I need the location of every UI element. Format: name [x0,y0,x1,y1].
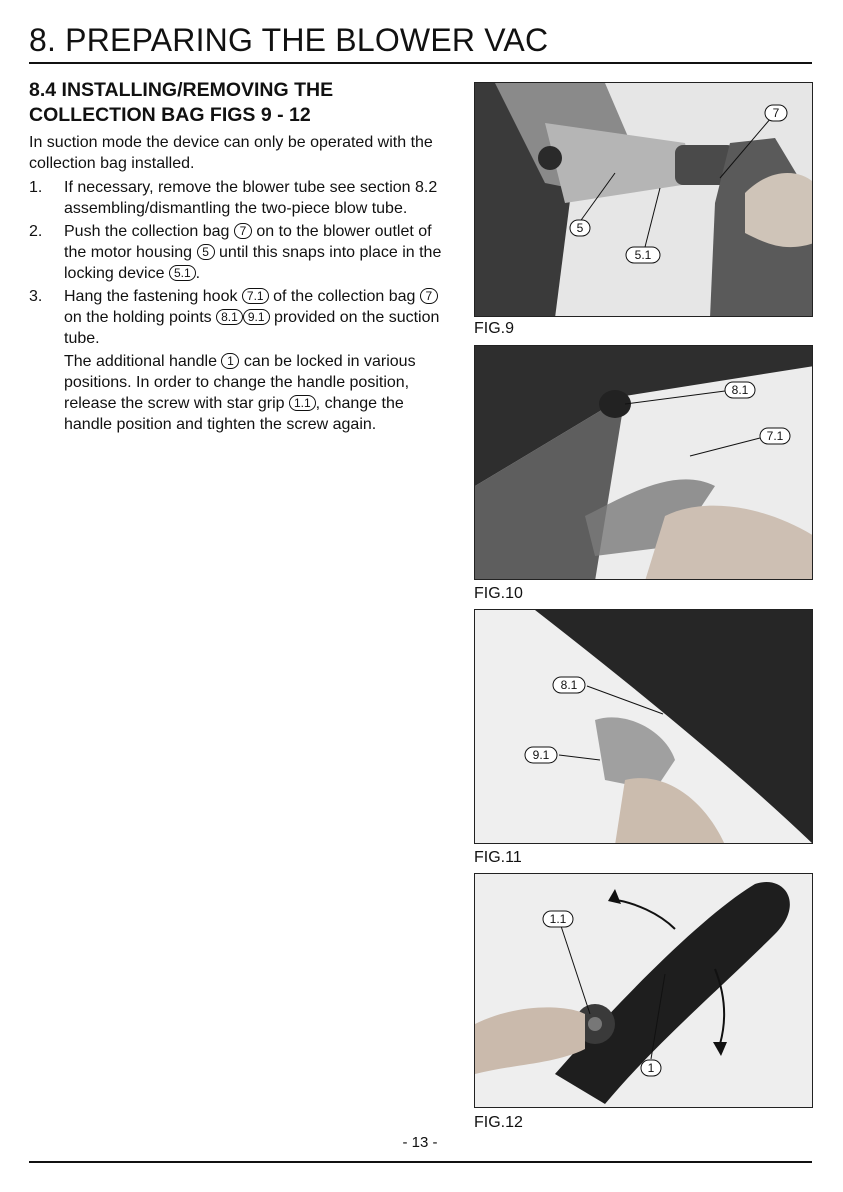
step-number: 2. [29,223,43,240]
part-ref-badge: 7 [234,223,252,239]
footer-divider [29,1161,812,1163]
figure-10-callout-8-1: 8.1 [731,383,749,397]
step-text-part: on the holding points [64,309,212,326]
figure-10-caption: FIG.10 [474,585,523,602]
figure-12-callout-1-1: 1.1 [549,912,567,926]
step-text-part: until this snaps into place in the locking device [64,244,442,282]
figure-12-callout-1: 1 [647,1061,655,1075]
part-ref-badge: 9.1 [243,309,270,325]
figure-11-callout-9-1: 9.1 [532,748,550,762]
page-title: 8. PREPARING THE BLOWER VAC [29,22,549,58]
part-ref-badge: 1 [221,353,239,369]
step-text-part: . [195,265,201,282]
step-text [64,286,449,349]
step-text: If necessary, remove the blower tube see section 8.2 assembling/dismantling the two-piece blow tube. [64,179,438,217]
step-text [64,221,449,284]
handle-note [29,351,449,435]
section-heading-line1: 8.4 INSTALLING/REMOVING THE [29,79,334,101]
section-heading-line2: COLLECTION BAG FIGS 9 - 12 [29,104,311,126]
figure-10-image [474,345,813,580]
figure-11-callout-8-1: 8.1 [560,678,578,692]
figure-9-image [474,82,813,317]
step-text-part: of the collection bag [273,288,416,305]
step-1 [29,177,449,219]
step-text-part: provided on the suction tube. [64,309,440,347]
figure-10-callout-7-1: 7.1 [766,429,784,443]
figure-12-caption: FIG.12 [474,1114,523,1131]
figure-9-caption: FIG.9 [474,320,515,337]
step-number: 1. [29,179,43,196]
note-text-part: The additional handle [64,353,218,370]
part-ref-badge: 7.1 [242,288,269,304]
step-text-part: Hang the fastening hook [64,288,238,305]
page-number: - 13 - [402,1134,438,1151]
step-2 [29,221,449,284]
step-number: 3. [29,288,43,305]
title-divider [29,62,812,64]
figure-9-callout-5-1: 5.1 [634,248,652,262]
figure-9-callout-7: 7 [772,106,780,120]
step-3 [29,286,449,349]
part-ref-badge: 5 [197,244,215,260]
section-heading [29,78,449,128]
part-ref-badge: 7 [420,288,438,304]
note-text-part: can be locked in various positions. In order to change the handle position, release the screw with star grip [64,353,416,412]
intro-paragraph: In suction mode the device can only be operated with the collection bag installed. [29,134,433,172]
step-text-part: on to the blower outlet of the motor housing [64,223,432,261]
note-text-part: , change the handle position and tighten the screw again. [64,395,404,433]
figure-12-image [474,873,813,1108]
figure-11-image [474,609,813,844]
figure-11-caption: FIG.11 [474,849,522,866]
part-ref-badge: 5.1 [169,265,196,281]
part-ref-badge: 8.1 [216,309,243,325]
part-ref-badge: 1.1 [289,395,316,411]
step-text-part: Push the collection bag [64,223,230,240]
figure-9-callout-5: 5 [576,221,584,235]
instructions-column [29,78,449,435]
